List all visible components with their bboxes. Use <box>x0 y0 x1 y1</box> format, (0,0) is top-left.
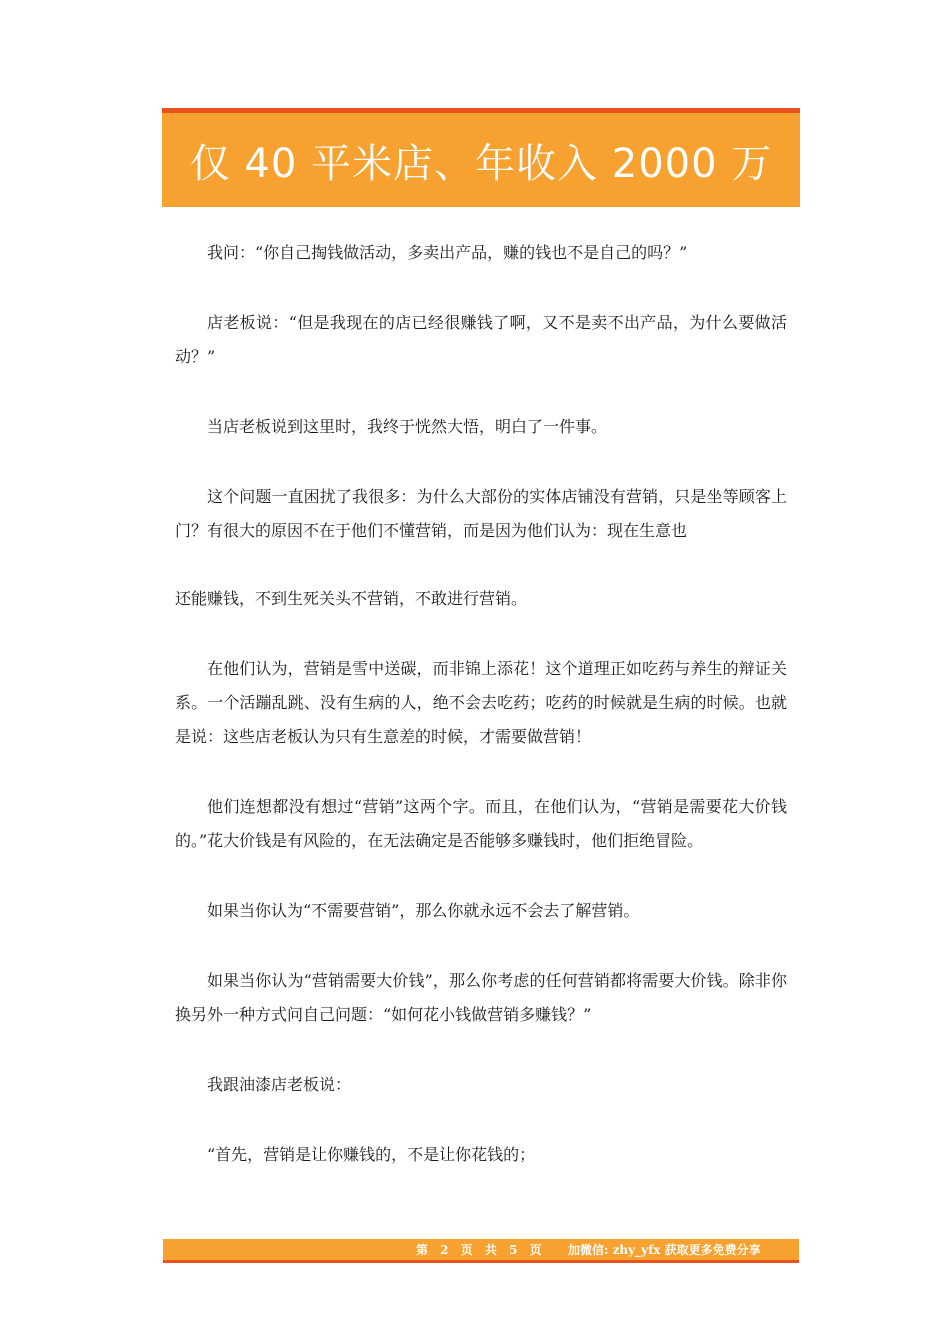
footer-bar <box>163 1239 799 1263</box>
page-title: 仅 40 平米店、年收入 2000 万 <box>189 140 773 187</box>
page-indicator: 第 2 页 共 5 页 <box>416 1243 546 1257</box>
paragraph: 还能赚钱，不到生死关头不营销，不敢进行营销。 <box>175 589 528 608</box>
paragraph: 如果当你认为“营销需要大价钱”，那么你考虑的任何营销都将需要大价钱。除非你换另外一种方式问自己问题：“如何花小钱做营销多赚钱？” <box>175 971 787 1024</box>
paragraph: 他们连想都没有想过“营销”这两个字。而且，在他们认为，“营销是需要花大价钱的。”花大价钱是有风险的，在无法确定是否能够多赚钱时，他们拒绝冒险。 <box>175 797 787 850</box>
paragraph: 我跟油漆店老板说： <box>207 1075 352 1094</box>
footer-promo-text: 加微信: zhy_yfx 获取更多免费分享 <box>568 1243 761 1257</box>
paragraph: 这个问题一直困扰了我很多：为什么大部份的实体店铺没有营销，只是坐等顾客上门？有很大的原因不在于他们不懂营销，而是因为他们认为：现在生意也 <box>175 487 787 540</box>
paragraph: 如果当你认为“不需要营销”，那么你就永远不会去了解营销。 <box>207 901 640 920</box>
article-body <box>175 236 787 1172</box>
paragraph: “首先，营销是让你赚钱的，不是让你花钱的； <box>207 1145 536 1164</box>
paragraph: 店老板说：“但是我现在的店已经很赚钱了啊，又不是卖不出产品，为什么要做活动？” <box>175 313 787 366</box>
paragraph: 在他们认为，营销是雪中送碳，而非锦上添花！这个道理正如吃药与养生的辩证关系。一个活蹦乱跳、没有生病的人，绝不会去吃药；吃药的时候就是生病的时候。也就是说：这些店老板认为只有生意差的时候，才需要做营销！ <box>175 659 787 746</box>
header-banner <box>162 108 800 207</box>
paragraph: 我问：“你自己掏钱做活动，多卖出产品，赚的钱也不是自己的吗？” <box>207 243 688 262</box>
paragraph: 当店老板说到这里时，我终于恍然大悟，明白了一件事。 <box>207 417 608 436</box>
